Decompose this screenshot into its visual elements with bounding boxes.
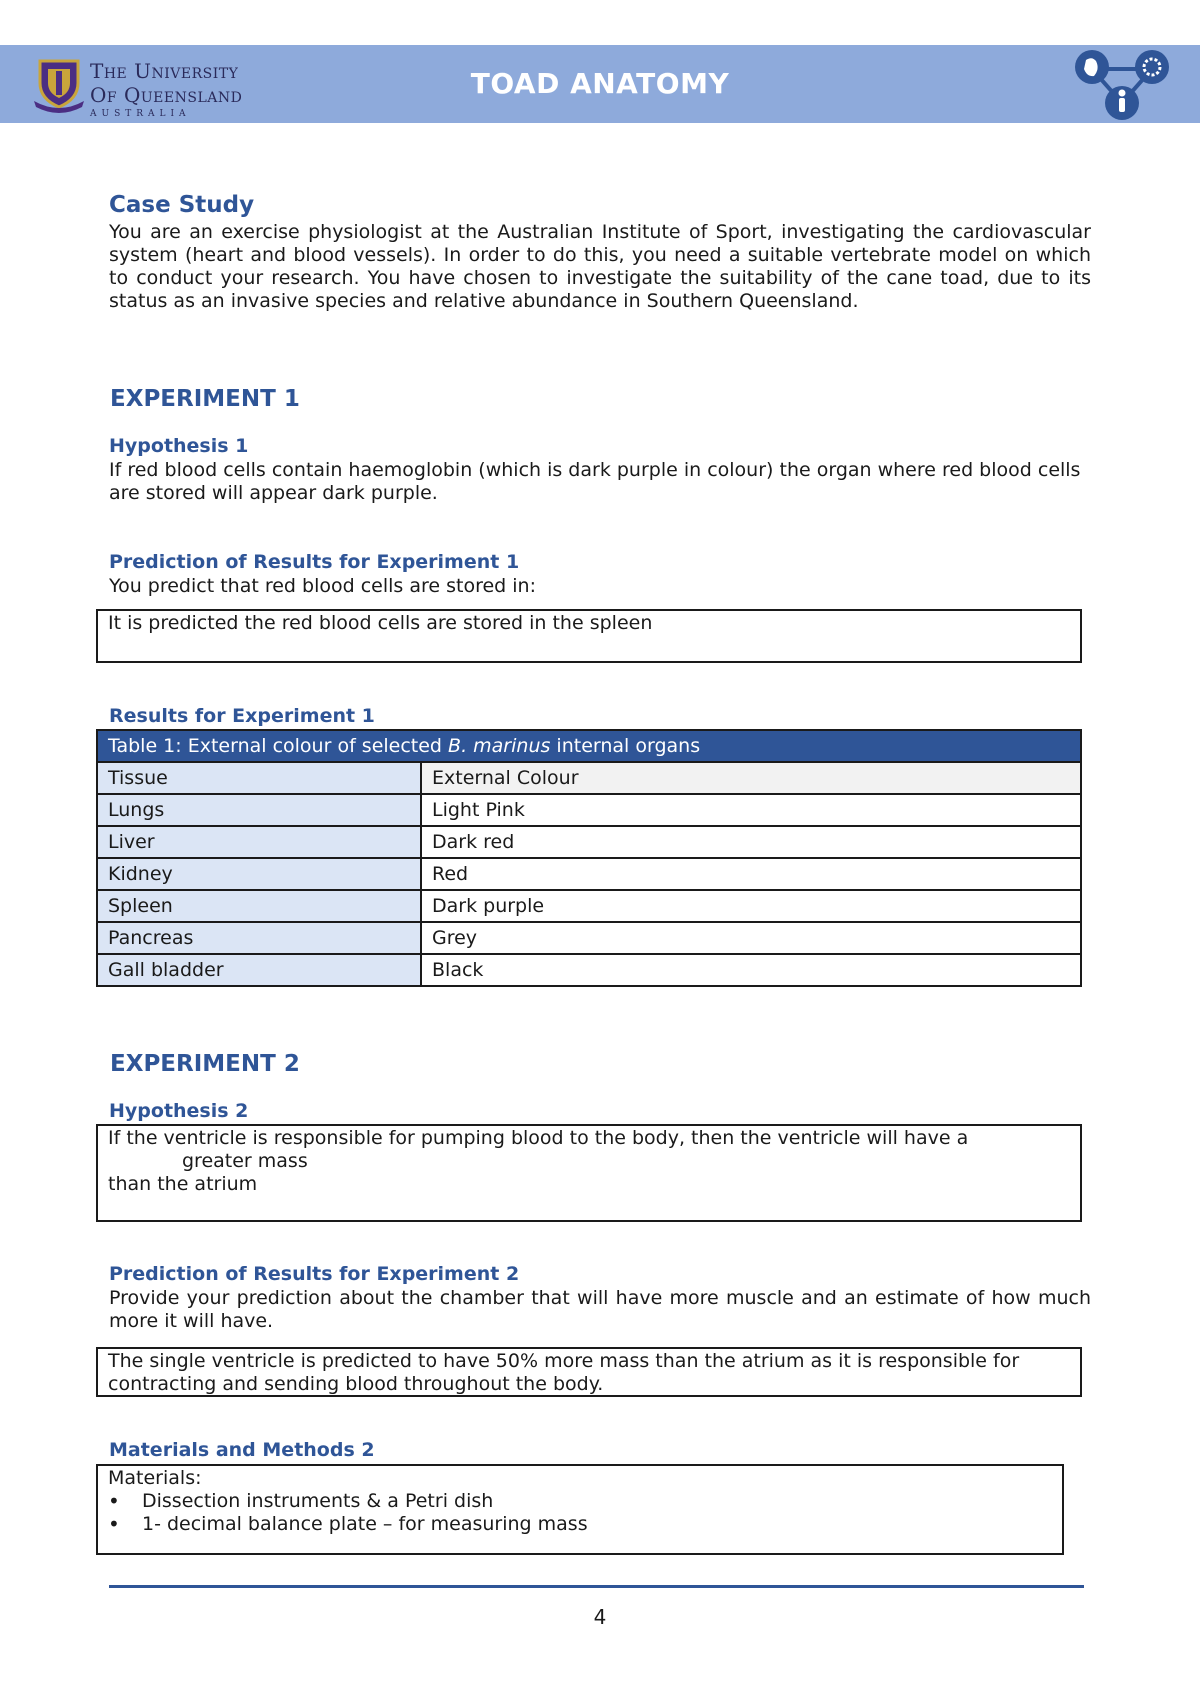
tissue-cell: Kidney: [97, 858, 421, 890]
prediction-1-heading: Prediction of Results for Experiment 1: [109, 551, 520, 573]
institution-line-2: Of Queensland: [90, 83, 243, 107]
header-tissue: Tissue: [97, 762, 421, 794]
table-row: [97, 794, 1081, 826]
tissue-cell: Liver: [97, 826, 421, 858]
page-title: TOAD ANATOMY: [470, 67, 730, 100]
caption-suffix: internal organs: [550, 735, 701, 757]
colour-cell: Dark purple: [421, 890, 1081, 922]
experiment-1-heading: EXPERIMENT 1: [110, 386, 300, 412]
experiment-2-heading: EXPERIMENT 2: [110, 1051, 300, 1077]
list-item: • 1- decimal balance plate – for measuring mass: [142, 1513, 1052, 1536]
tissue-cell: Lungs: [97, 794, 421, 826]
table-row: [97, 954, 1081, 986]
materials-box[interactable]: [96, 1464, 1064, 1555]
table-row: [97, 890, 1081, 922]
hypothesis-1-heading: Hypothesis 1: [109, 435, 249, 457]
tissue-cell: Pancreas: [97, 922, 421, 954]
methods-2-heading: Materials and Methods 2: [109, 1439, 375, 1461]
results-table: [96, 729, 1082, 987]
anatomy-emblem-icon: [1072, 47, 1172, 121]
page-number: 4: [593, 1605, 607, 1629]
prediction-2-prompt: Provide your prediction about the chamber that will have more muscle and an estimate of how much more it will have.: [109, 1287, 1091, 1332]
materials-list: [108, 1490, 1052, 1536]
hypothesis-1-text: If red blood cells contain haemoglobin (which is dark purple in colour) the organ where red blood cells are stored will appear dark purple.: [109, 459, 1081, 504]
prediction-1-prompt: You predict that red blood cells are stored in:: [109, 575, 536, 597]
hypothesis-2-line-2: greater mass: [182, 1150, 308, 1172]
table-header-row: [97, 762, 1081, 794]
colour-cell: Dark red: [421, 826, 1081, 858]
case-study-text: You are an exercise physiologist at the Australian Institute of Sport, investigating the cardiovascular system (heart and blood vessels). In order to do this, you need a suitable vertebrate model on which to conduct your research. You have chosen to investigate the suitability of the cane toad, due to its status as an invasive species and relative abundance in Southern Queensland.: [109, 221, 1091, 312]
hypothesis-2-box[interactable]: [96, 1124, 1082, 1222]
colour-cell: Light Pink: [421, 794, 1081, 826]
materials-label: Materials:: [108, 1467, 202, 1489]
table-caption: [97, 730, 1081, 762]
colour-cell: Grey: [421, 922, 1081, 954]
caption-species: B. marinus: [448, 735, 551, 757]
hypothesis-2-heading: Hypothesis 2: [109, 1100, 249, 1122]
colour-cell: Red: [421, 858, 1081, 890]
table-row: [97, 858, 1081, 890]
header-banner: [0, 45, 1200, 123]
tissue-cell: Spleen: [97, 890, 421, 922]
hypothesis-2-line-3: than the atrium: [108, 1173, 258, 1195]
prediction-2-answer-box[interactable]: [96, 1347, 1082, 1397]
prediction-2-heading: Prediction of Results for Experiment 2: [109, 1263, 520, 1285]
prediction-2-answer: The single ventricle is predicted to have 50% more mass than the atrium as it is responsible for contracting and sending blood throughout the body.: [108, 1350, 1020, 1395]
list-item: • Dissection instruments & a Petri dish: [142, 1490, 1052, 1513]
colour-cell: Black: [421, 954, 1081, 986]
table-row: [97, 922, 1081, 954]
prediction-1-answer: It is predicted the red blood cells are stored in the spleen: [108, 612, 653, 634]
institution-line-1: The University: [90, 59, 239, 83]
table-row: [97, 826, 1081, 858]
results-1-heading: Results for Experiment 1: [109, 705, 375, 727]
caption-prefix: Table 1: External colour of selected: [108, 735, 449, 757]
prediction-1-answer-box[interactable]: [96, 609, 1082, 663]
header-colour: External Colour: [421, 762, 1081, 794]
case-study-heading: Case Study: [109, 192, 255, 218]
hypothesis-2-line-1: If the ventricle is responsible for pumping blood to the body, then the ventricle will have a: [108, 1127, 969, 1149]
tissue-cell: Gall bladder: [97, 954, 421, 986]
footer-divider: [109, 1585, 1084, 1588]
institution-line-3: AUSTRALIA: [90, 109, 191, 119]
